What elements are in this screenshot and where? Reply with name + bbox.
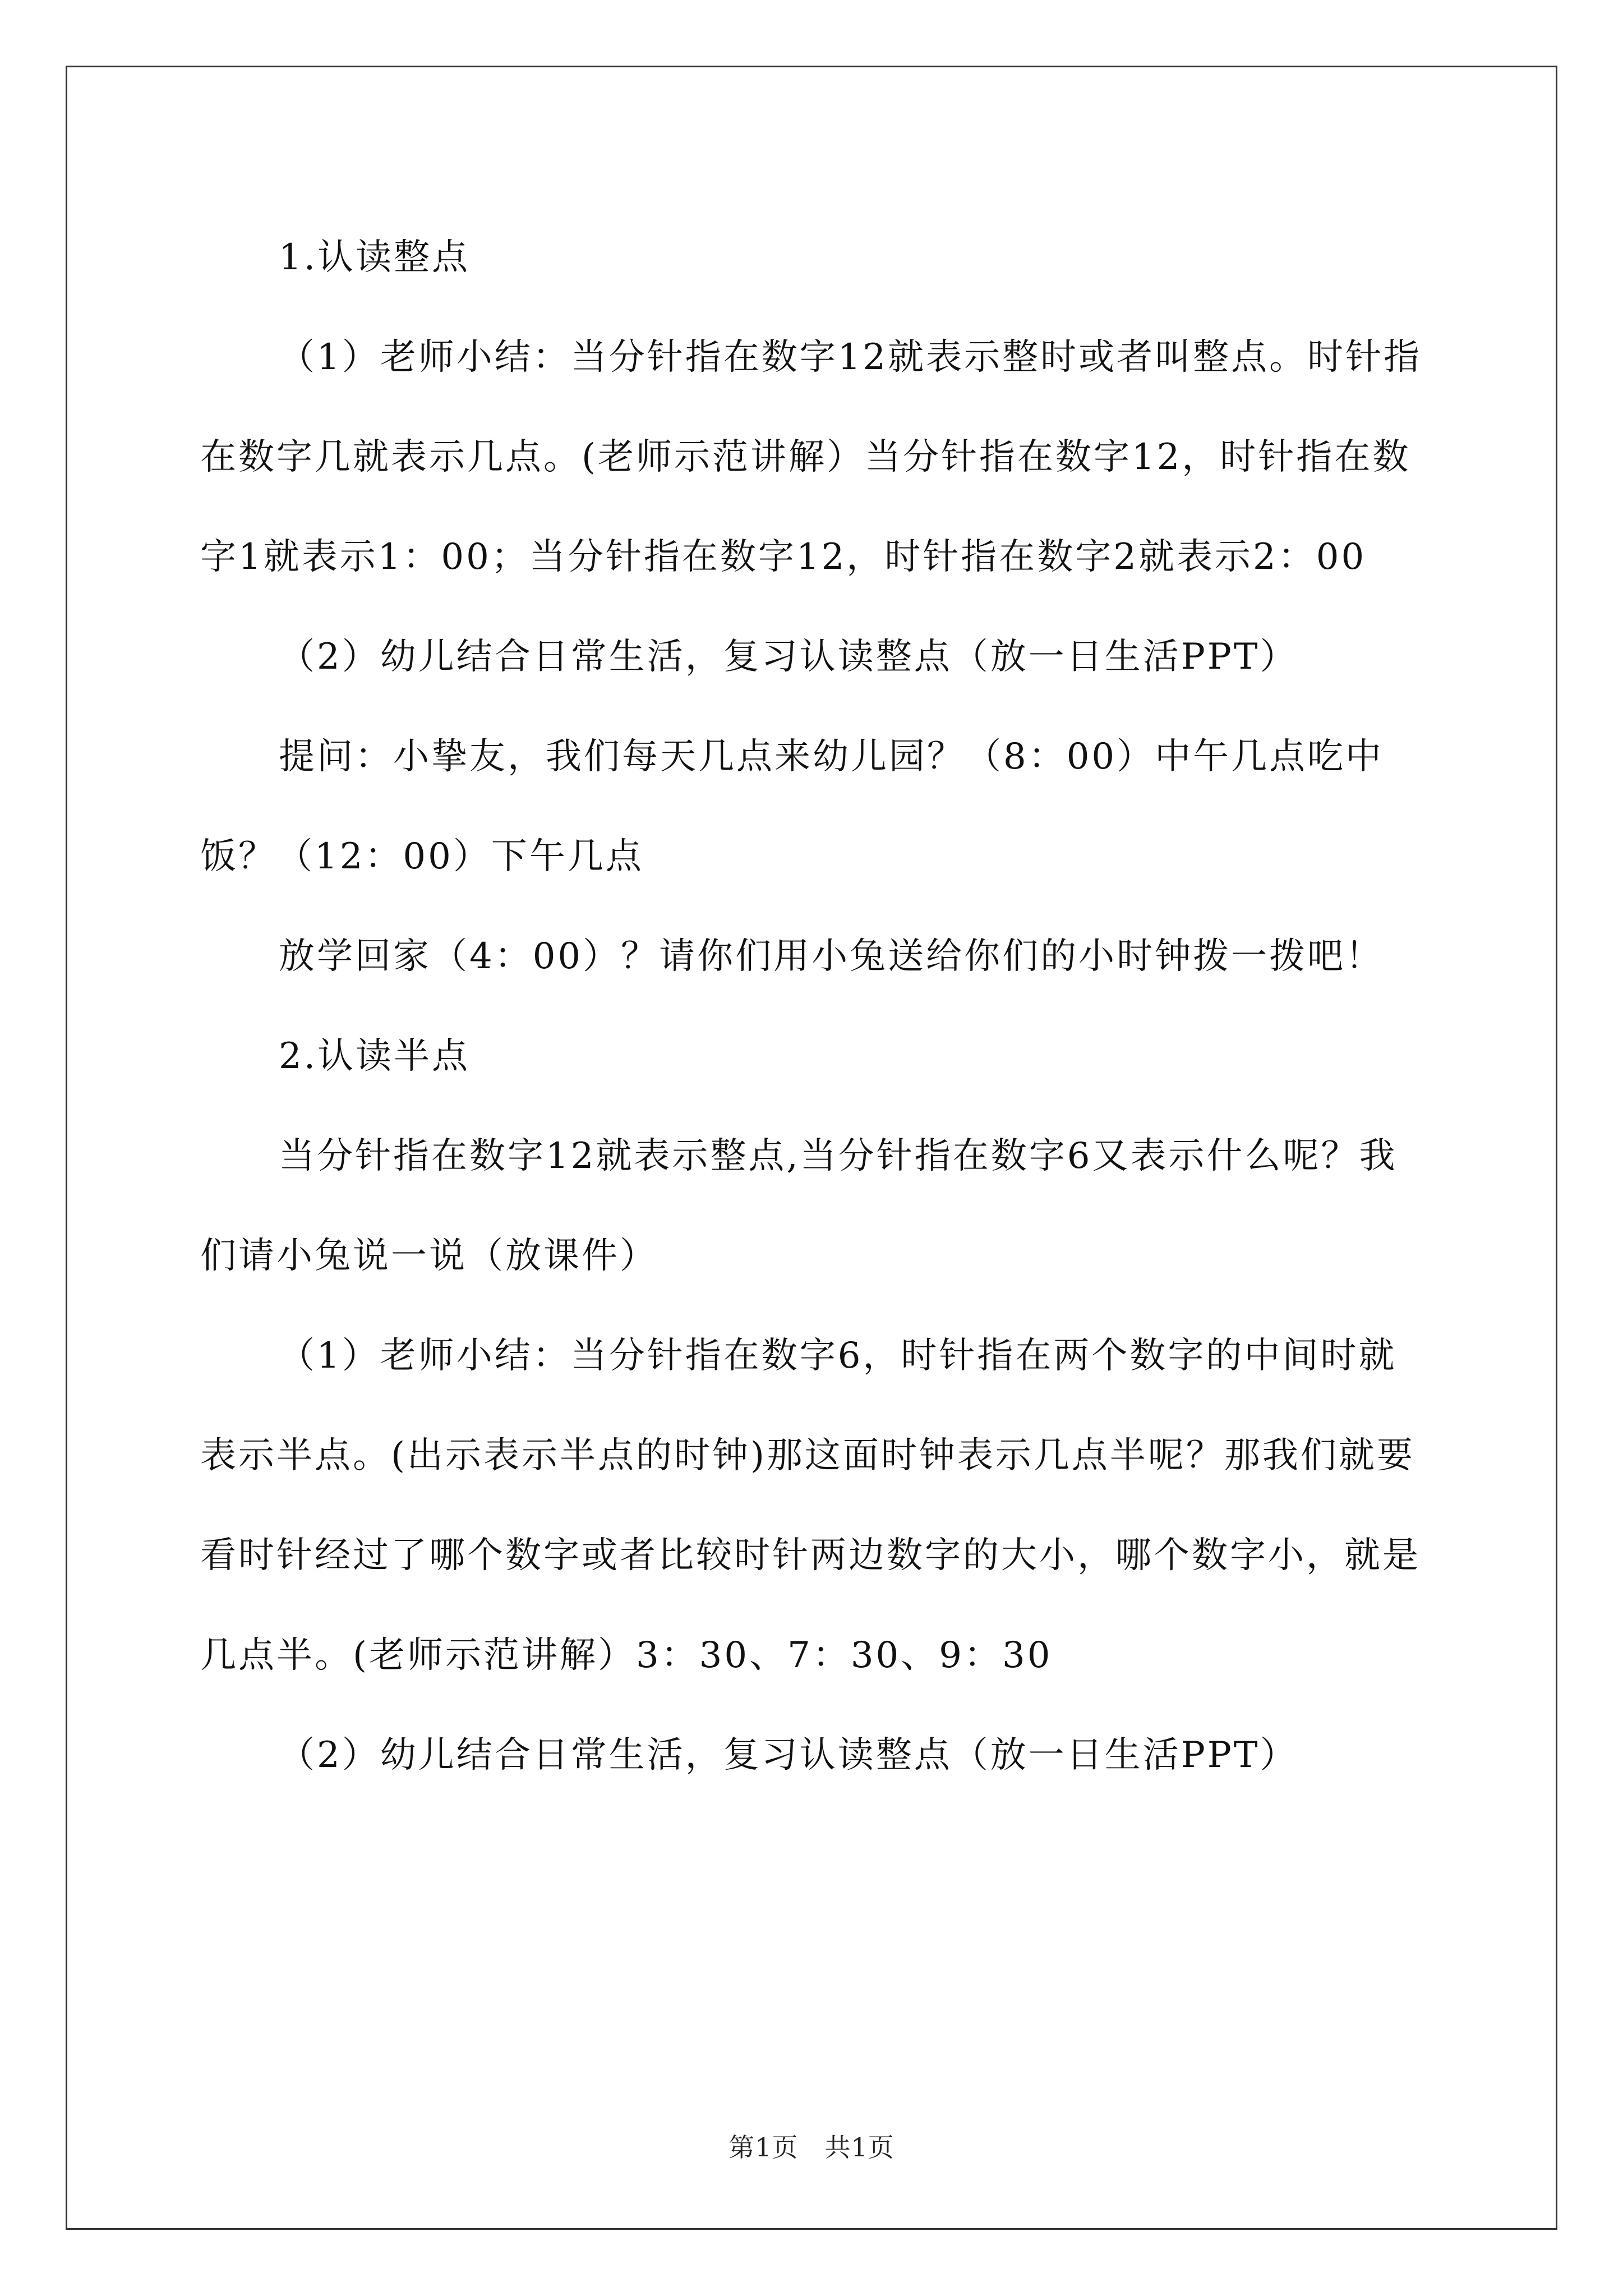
heading-whole-hour: 1.认读整点 [279,237,471,278]
paragraph-daily-life-review-1: （2）幼儿结合日常生活，复习认读整点（放一日生活PPT） [279,636,1298,678]
paragraph-question: 提问：小挚友，我们每天几点来幼儿园？（8：00）中午几点吃中饭？（12：00）下午几点 [200,736,1384,877]
paragraph-teacher-summary-half-hour: （1）老师小结：当分针指在数字6，时针指在两个数字的中间时就表示半点。(出示表示半点的时钟)那这面时钟表示几点半呢？那我们就要看时针经过了哪个数字或者比较时针两边数字的大小，哪个数字小，就是几点半。(老师示范讲解）3：30、7：30、9：30 [200,1335,1421,1676]
document-body [200,208,1428,1805]
paragraph-daily-life-review-2: （2）幼儿结合日常生活，复习认读整点（放一日生活PPT） [279,1734,1298,1776]
page-footer: 第1页 共1页 [728,2132,895,2162]
paragraph-half-hour-intro: 当分针指在数字12就表示整点,当分针指在数字6又表示什么呢？我们请小兔说一说（放课件） [200,1135,1398,1277]
heading-half-hour: 2.认读半点 [279,1036,471,1077]
paragraph-teacher-summary-whole-hour: （1）老师小结：当分针指在数字12就表示整时或者叫整点。时针指在数字几就表示几点。(老师示范讲解）当分针指在数字12，时针指在数字1就表示1：00；当分针指在数字12，时针指在数字2就表示2：00 [200,337,1422,578]
paragraph-go-home: 放学回家（4：00）？请你们用小兔送给你们的小时钟拨一拨吧！ [279,936,1384,977]
